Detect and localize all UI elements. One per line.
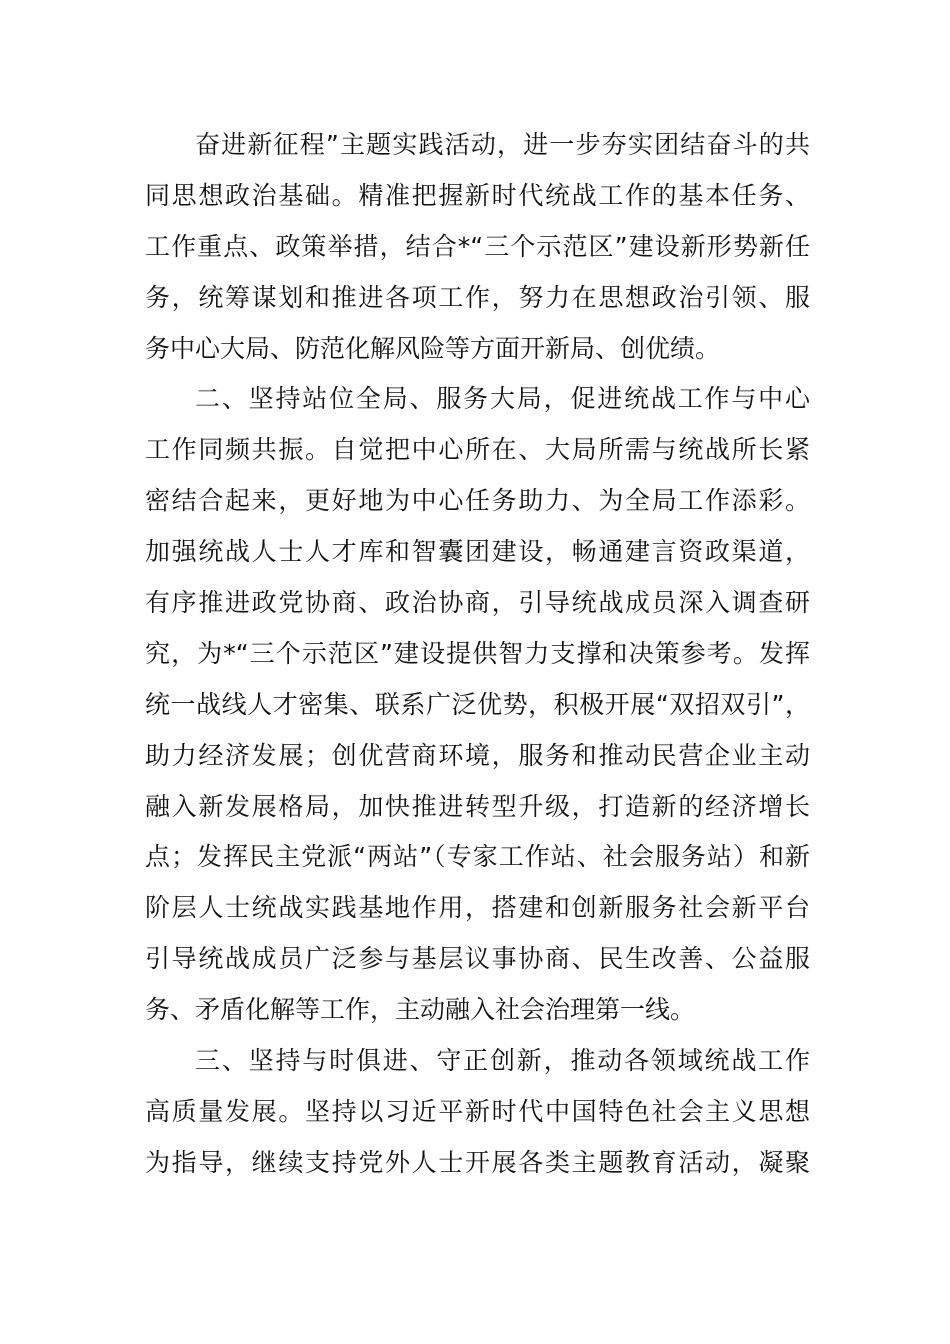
- text-line: 密结合起来，更好地为中心任务助力、为全局工作添彩。: [145, 486, 810, 516]
- text-line: 三、坚持与时俱进、守正创新，推动各领域统战工作: [195, 1046, 810, 1076]
- text-line: 融入新发展格局，加快推进转型升级，打造新的经济增长: [145, 791, 810, 821]
- text-line: 同思想政治基础。精准把握新时代统战工作的基本任务、: [145, 180, 810, 210]
- body-text: [145, 120, 810, 1189]
- text-line: 加强统战人士人才库和智囊团建设，畅通建言资政渠道，: [145, 537, 810, 567]
- text-line: 统一战线人才密集、联系广泛优势，积极开展“双招双引”，: [145, 689, 810, 719]
- text-line: 助力经济发展；创优营商环境，服务和推动民营企业主动: [145, 740, 810, 770]
- text-line: 务中心大局、防范化解风险等方面开新局、创优绩。: [145, 333, 721, 363]
- text-line: 工作重点、政策举措，结合*“三个示范区”建设新形势新任: [145, 231, 810, 261]
- text-line: 二、坚持站位全局、服务大局，促进统战工作与中心: [195, 384, 810, 414]
- text-line: 有序推进政党协商、政治协商，引导统战成员深入调查研: [145, 588, 810, 618]
- text-line: 为指导，继续支持党外人士开展各类主题教育活动，凝聚: [145, 1147, 810, 1177]
- text-line: 高质量发展。坚持以习近平新时代中国特色社会主义思想: [145, 1096, 810, 1126]
- text-line: 工作同频共振。自觉把中心所在、大局所需与统战所长紧: [145, 435, 810, 465]
- text-line: 奋进新征程”主题实践活动，进一步夯实团结奋斗的共: [195, 130, 810, 159]
- text-line: 阶层人士统战实践基地作用，搭建和创新服务社会新平台: [145, 893, 810, 923]
- text-line: 务，统筹谋划和推进各项工作，努力在思想政治引领、服: [145, 282, 810, 312]
- text-line: 究，为*“三个示范区”建设提供智力支撑和决策参考。发挥: [145, 638, 810, 668]
- text-line: 务、矛盾化解等工作，主动融入社会治理第一线。: [145, 995, 696, 1025]
- text-line: 引导统战成员广泛参与基层议事协商、民生改善、公益服: [145, 944, 810, 974]
- text-line: 点；发挥民主党派“两站”（专家工作站、社会服务站）和新: [145, 842, 810, 872]
